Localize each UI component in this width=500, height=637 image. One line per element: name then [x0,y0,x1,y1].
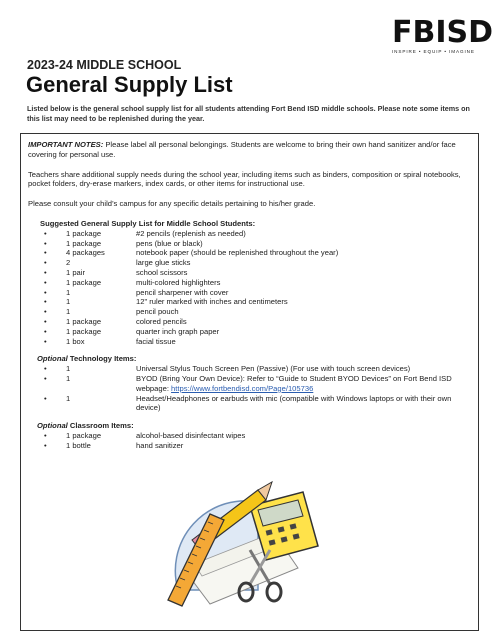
item-quantity: 4 packages [66,248,105,258]
list-item [28,431,471,441]
page-title: General Supply List [26,72,233,97]
technology-title-text: Technology Items: [67,354,137,364]
list-item [28,258,471,268]
classroom-title-text: Classroom Items: [67,421,134,431]
item-quantity: 1 package [66,228,102,238]
consult-note: Please consult your child’s campus for any specific details pertaining to his/her grade. [28,199,316,209]
list-item [28,374,471,394]
fbisd-logo [392,15,494,54]
item-description: 12" ruler marked with inches and centimeters [136,297,288,307]
list-item [28,268,471,278]
bullet: • [44,238,47,248]
bullet: • [44,258,47,268]
item-description: Universal Stylus Touch Screen Pen (Passive) (For use with touch screen devices) [136,364,411,374]
technology-section-title [37,354,471,364]
item-quantity: 1 pair [66,267,85,277]
list-item [28,278,471,288]
list-item [28,288,471,298]
item-quantity: 1 package [66,238,102,248]
item-quantity: 1 [66,373,71,383]
bullet: • [44,267,47,277]
item-description: Headset/Headphones or earbuds with mic (compatible with Windows laptops or with their own device) [136,393,452,413]
year-heading: 2023-24 MIDDLE SCHOOL [27,58,182,72]
item-quantity: 1 package [66,277,102,287]
list-item [28,317,471,327]
item-description: pens (blue or black) [136,238,203,248]
list-item [28,248,471,258]
item-description-text: BYOD (Bring Your Own Device): Refer to “Guide to Student BYOD Devices” on Fort Bend ISD webpage: [136,373,452,393]
suggested-title-text: Suggested General Supply List for Middle School Students [40,218,253,228]
item-quantity: 1 [66,393,71,403]
bullet: • [44,287,47,297]
bullet: • [44,364,47,374]
item-quantity: 1 [66,287,71,297]
item-description: notebook paper (should be replenished throughout the year) [136,248,339,258]
bullet: • [44,248,47,258]
logo-tagline: INSPIRE • EQUIP • IMAGINE [392,49,475,54]
item-description [136,374,471,394]
suggested-items-list [28,229,471,347]
item-description: facial tissue [136,336,176,346]
item-description: #2 pencils (replenish as needed) [136,228,246,238]
list-item [28,307,471,317]
suggested-section-title: Suggested General Supply List for Middle School Students: [40,218,256,228]
item-description: colored pencils [136,316,187,326]
item-quantity: 2 [66,258,71,268]
bullet: • [44,316,47,326]
bullet: • [44,277,47,287]
item-description: alcohol-based disinfectant wipes [136,430,246,440]
item-description: school scissors [136,267,188,277]
item-description: multi-colored highlighters [136,277,221,287]
item-quantity: 1 [66,364,71,374]
item-quantity: 1 [66,297,71,307]
intro-text: Listed below is the general school supply list for all students attending Fort Bend ISD middle schools. Please note some items on this list may need to be replenished during the year. [27,104,470,123]
bullet: • [44,326,47,336]
bullet: • [44,430,47,440]
item-quantity: 1 box [66,336,85,346]
item-description: pencil sharpener with cover [136,287,229,297]
byod-guide-link[interactable]: https://www.fortbendisd.com/Page/105736 [171,383,314,393]
item-description: hand sanitizer [136,440,184,450]
bullet: • [44,297,47,307]
logo-wordmark: FBISD [392,15,494,50]
bullet: • [44,373,47,383]
item-description: large glue sticks [136,258,191,268]
important-notes [28,140,471,160]
classroom-optional-label: Optional [37,421,68,431]
school-supplies-clipart [138,472,328,612]
item-quantity: 1 package [66,316,102,326]
list-item [28,229,471,239]
classroom-items-list [28,431,471,451]
item-quantity: 1 package [66,430,102,440]
teachers-note: Teachers share additional supply needs during the school year, including items such as binders, composition or spiral notebooks, pocket folders, dry-erase markers, index cards, or other items for instructional use. [28,169,461,189]
list-item [28,364,471,374]
item-quantity: 1 package [66,326,102,336]
item-description: quarter inch graph paper [136,326,220,336]
bullet: • [44,393,47,403]
item-quantity: 1 [66,307,71,317]
important-notes-text: Please label all personal belongings. Students are welcome to bring their own hand sanitizer and/or face covering for personal use. [28,140,456,159]
list-item [28,239,471,249]
important-notes-label: IMPORTANT NOTES: [28,140,104,149]
technology-optional-label: Optional [37,354,68,364]
technology-items-list [28,364,471,413]
bullet: • [44,336,47,346]
list-item [28,327,471,337]
bullet: • [44,228,47,238]
item-quantity: 1 bottle [66,440,91,450]
list-item [28,337,471,347]
bullet: • [44,307,47,317]
classroom-section-title [37,421,471,431]
bullet: • [44,440,47,450]
list-item [28,297,471,307]
list-item [28,394,471,414]
item-description: pencil pouch [136,307,179,317]
list-item [28,441,471,451]
